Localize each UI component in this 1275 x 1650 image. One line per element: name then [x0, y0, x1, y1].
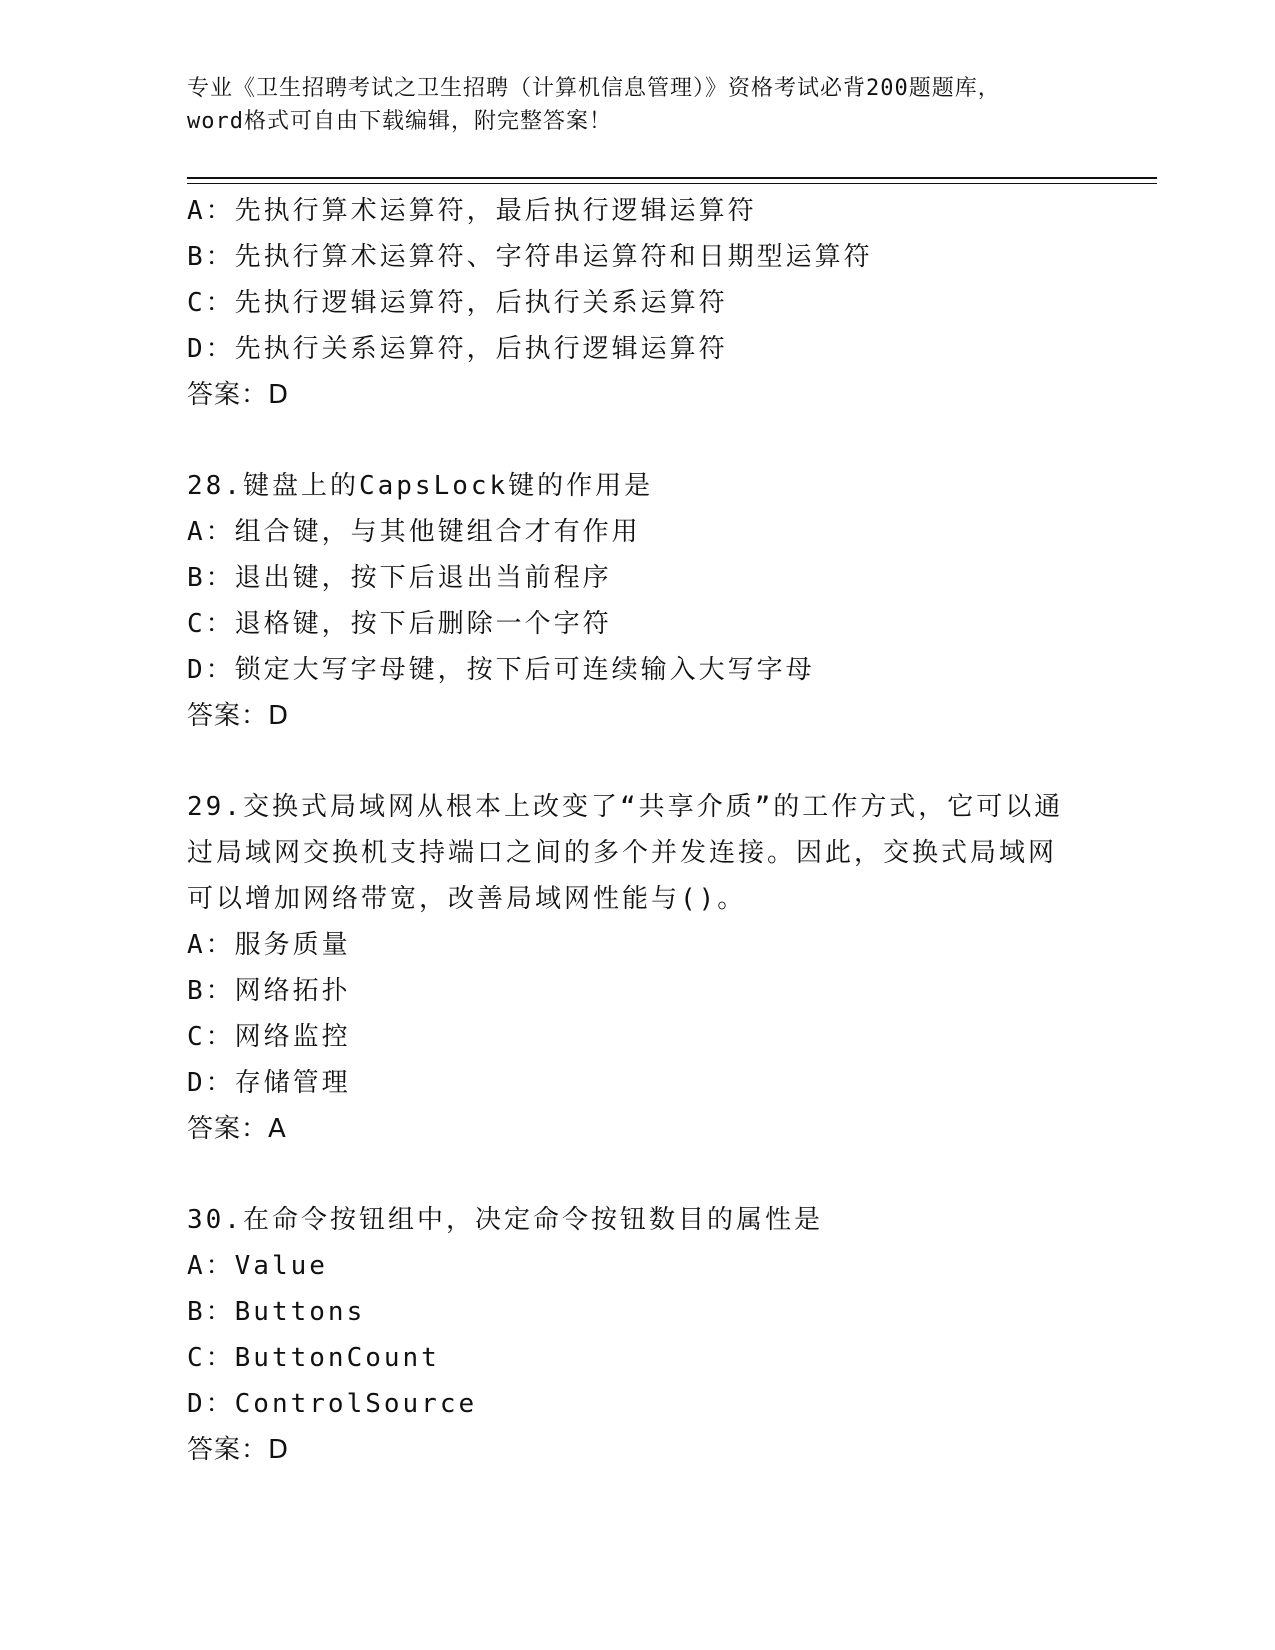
question-stem-line-1: 29.交换式局域网从根本上改变了“共享介质”的工作方式，它可以通	[187, 792, 1064, 822]
spacer	[187, 418, 1087, 463]
document-header	[187, 72, 1087, 138]
question-stem-line-2: 过局域网交换机支持端口之间的多个并发连接。因此，交换式局域网	[187, 838, 1058, 868]
option-c: C：网络监控	[187, 1022, 351, 1052]
option-b: B：先执行算术运算符、字符串运算符和日期型运算符	[187, 242, 873, 272]
header-line-2: word格式可自由下载编辑，附完整答案！	[187, 109, 612, 134]
header-line-1: 专业《卫生招聘考试之卫生招聘（计算机信息管理）》资格考试必背200题题库，	[187, 76, 1001, 101]
option-c: C：先执行逻辑运算符，后执行关系运算符	[187, 288, 728, 318]
answer-line: 答案：D	[187, 1435, 290, 1465]
question-block-28	[187, 463, 1087, 739]
option-d: D：先执行关系运算符，后执行逻辑运算符	[187, 334, 728, 364]
option-a: A：组合键，与其他键组合才有作用	[187, 517, 641, 547]
question-stem-line-3: 可以增加网络带宽，改善局域网性能与()。	[187, 884, 747, 914]
question-stem: 28.键盘上的CapsLock键的作用是	[187, 471, 654, 501]
option-a: A：先执行算术运算符，最后执行逻辑运算符	[187, 196, 757, 226]
option-d: D：锁定大写字母键，按下后可连续输入大写字母	[187, 655, 815, 685]
option-d: D：存储管理	[187, 1068, 351, 1098]
option-b: B：退出键，按下后退出当前程序	[187, 563, 612, 593]
option-a: A：Value	[187, 1251, 328, 1281]
question-block-29	[187, 784, 1087, 1152]
option-c: C：ButtonCount	[187, 1343, 440, 1373]
question-block-30	[187, 1197, 1087, 1473]
question-stem: 30.在命令按钮组中，决定命令按钮数目的属性是	[187, 1205, 823, 1235]
option-b: B：网络拓扑	[187, 976, 351, 1006]
spacer	[187, 1152, 1087, 1197]
option-c: C：退格键，按下后删除一个字符	[187, 609, 612, 639]
option-b: B：Buttons	[187, 1297, 366, 1327]
spacer	[187, 739, 1087, 784]
answer-line: 答案：D	[187, 380, 290, 410]
header-divider-thick	[187, 177, 1157, 179]
header-divider-thin	[187, 183, 1157, 184]
option-a: A：服务质量	[187, 930, 351, 960]
answer-line: 答案：A	[187, 1114, 287, 1144]
question-block-27	[187, 188, 1087, 418]
question-list	[187, 188, 1087, 1473]
option-d: D：ControlSource	[187, 1389, 478, 1419]
answer-line: 答案：D	[187, 701, 290, 731]
